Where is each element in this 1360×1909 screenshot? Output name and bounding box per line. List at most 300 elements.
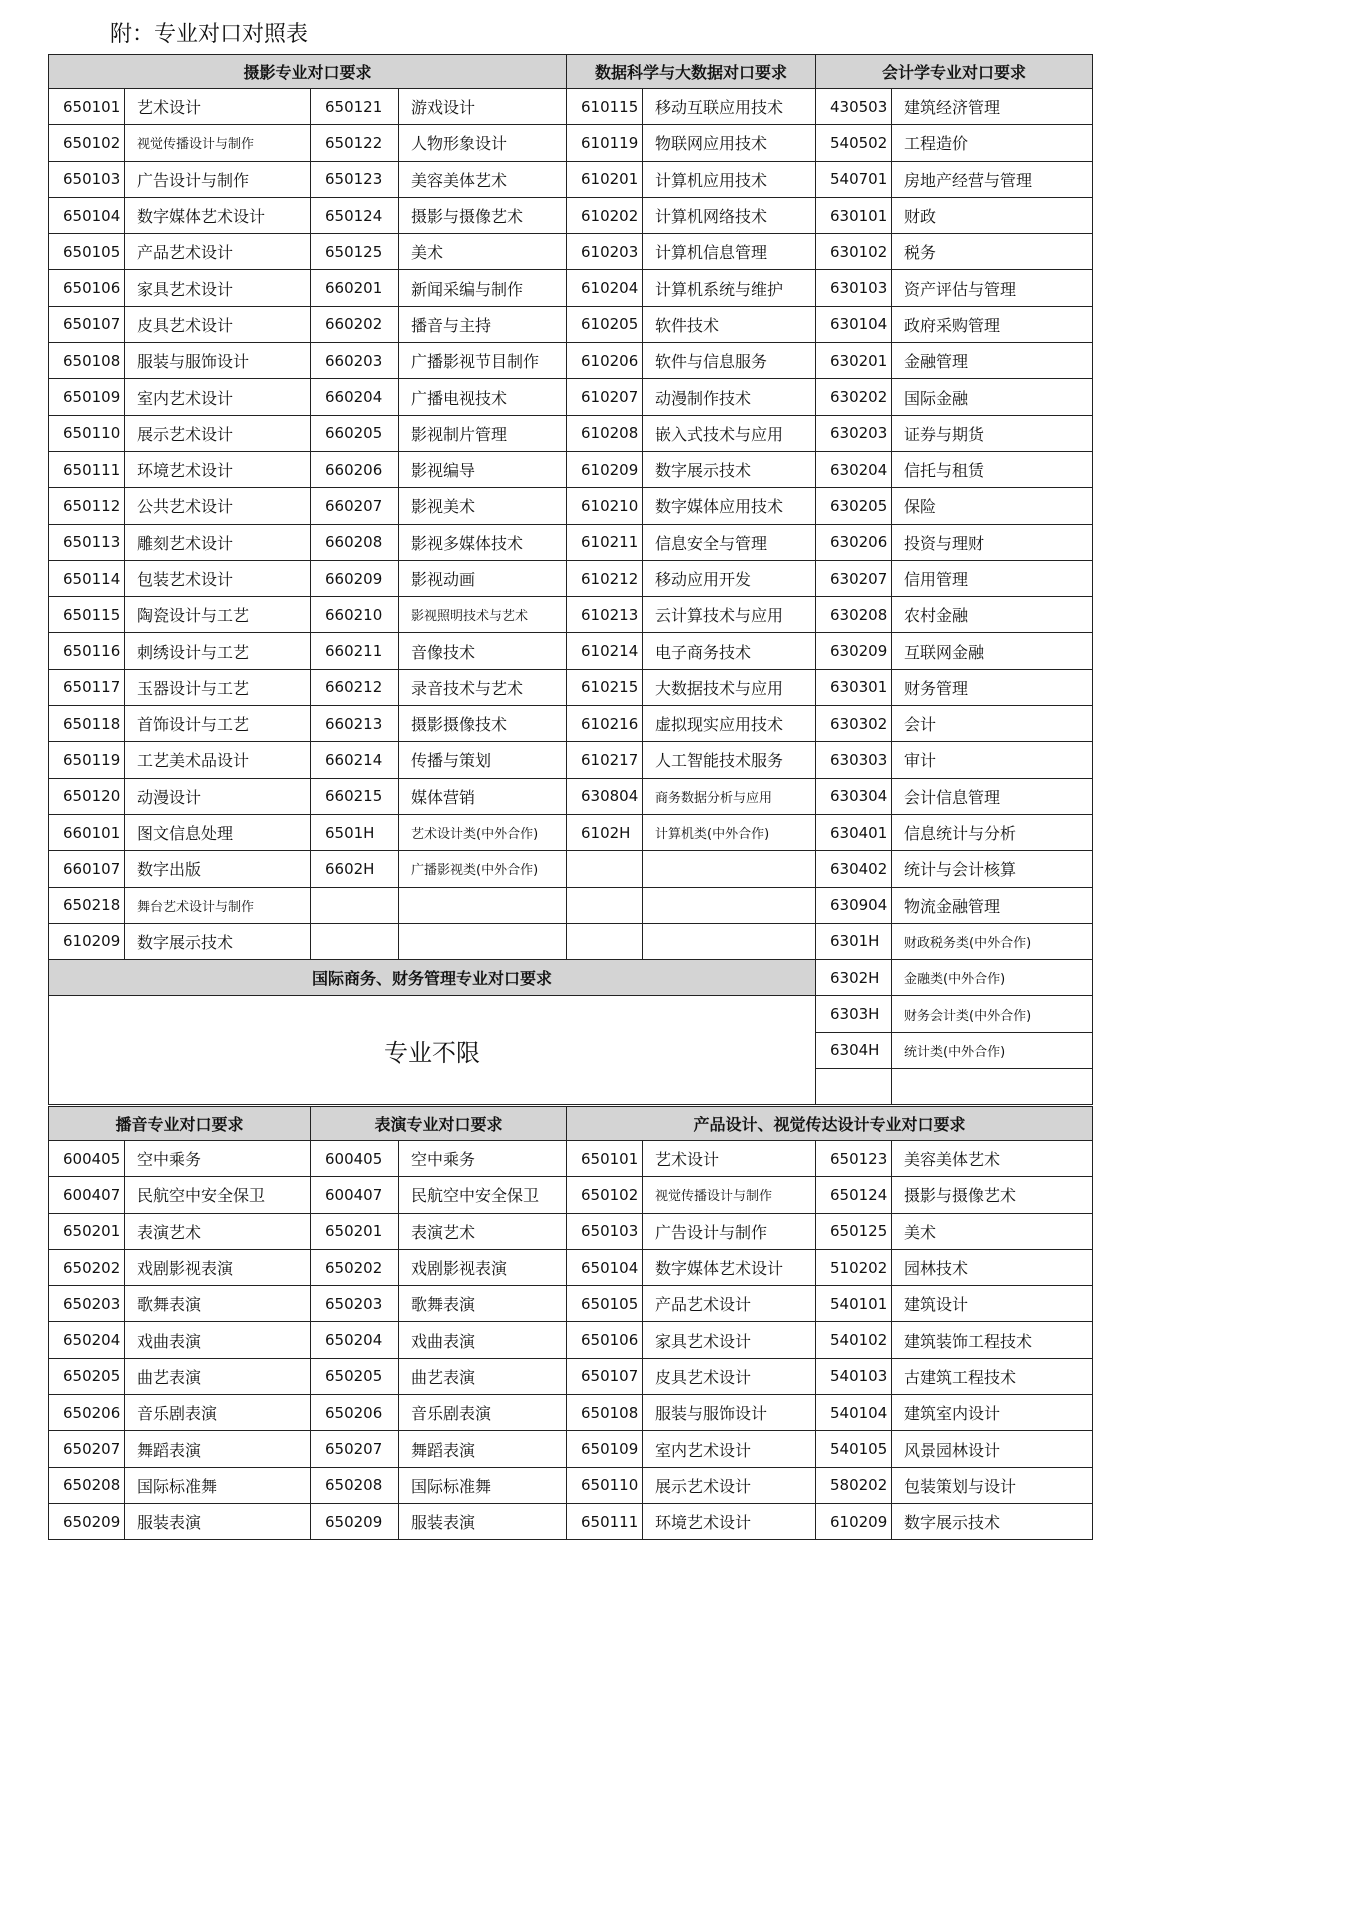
- section-header-performance: 表演专业对口要求: [311, 1107, 567, 1141]
- table-row: [49, 343, 1093, 379]
- table-row: [49, 1395, 1093, 1431]
- major-name-cell: 雕刻艺术设计: [125, 524, 311, 560]
- major-code-cell: 650120: [49, 778, 125, 814]
- major-name-cell: 计算机系统与维护: [643, 270, 816, 306]
- table-row: [49, 669, 1093, 705]
- major-code-cell: 650102: [567, 1177, 643, 1213]
- major-name-cell: 播音与主持: [399, 306, 567, 342]
- major-code-cell: 610209: [816, 1503, 892, 1539]
- major-code-cell: 650111: [49, 451, 125, 487]
- major-code-cell: 610202: [567, 197, 643, 233]
- section-header-photography: 摄影专业对口要求: [49, 55, 567, 89]
- major-code-cell: 650208: [49, 1467, 125, 1503]
- major-name-cell: 音乐剧表演: [125, 1395, 311, 1431]
- major-name-cell: 空中乘务: [125, 1141, 311, 1177]
- major-code-cell: 650201: [311, 1213, 399, 1249]
- major-name-cell: 摄影摄像技术: [399, 706, 567, 742]
- major-code-cell: 660202: [311, 306, 399, 342]
- major-name-cell: [399, 923, 567, 959]
- major-name-cell: [643, 851, 816, 887]
- major-code-cell: 6303H: [816, 996, 892, 1032]
- major-code-cell: 650105: [567, 1286, 643, 1322]
- major-name-cell: [399, 887, 567, 923]
- major-code-cell: 630201: [816, 343, 892, 379]
- major-name-cell: 游戏设计: [399, 89, 567, 125]
- section-header-broadcasting: 播音专业对口要求: [49, 1107, 311, 1141]
- major-name-cell: 大数据技术与应用: [643, 669, 816, 705]
- major-code-cell: 600405: [49, 1141, 125, 1177]
- major-name-cell: 电子商务技术: [643, 633, 816, 669]
- major-name-cell: 首饰设计与工艺: [125, 706, 311, 742]
- table-row: [49, 415, 1093, 451]
- major-code-cell: 650111: [567, 1503, 643, 1539]
- major-code-cell: 660213: [311, 706, 399, 742]
- major-name-cell: 影视编导: [399, 451, 567, 487]
- major-name-cell: 舞蹈表演: [399, 1431, 567, 1467]
- major-code-cell: 610208: [567, 415, 643, 451]
- major-name-cell: 曲艺表演: [125, 1358, 311, 1394]
- major-name-cell: [643, 923, 816, 959]
- major-code-cell: 610203: [567, 234, 643, 270]
- major-code-cell: 650115: [49, 597, 125, 633]
- major-code-cell: 6102H: [567, 814, 643, 850]
- major-code-cell: 660206: [311, 451, 399, 487]
- table-row: [49, 560, 1093, 596]
- major-code-cell: 6602H: [311, 851, 399, 887]
- major-name-cell: 新闻采编与制作: [399, 270, 567, 306]
- major-name-cell: 包装艺术设计: [125, 560, 311, 596]
- major-name-cell: 国际标准舞: [399, 1467, 567, 1503]
- major-name-cell: 产品艺术设计: [643, 1286, 816, 1322]
- major-code-cell: 610204: [567, 270, 643, 306]
- major-name-cell: 广播电视技术: [399, 379, 567, 415]
- major-name-cell: 室内艺术设计: [643, 1431, 816, 1467]
- major-name-cell: 资产评估与管理: [892, 270, 1093, 306]
- table-row: [49, 706, 1093, 742]
- major-name-cell: 税务: [892, 234, 1093, 270]
- major-name-cell: 工艺美术品设计: [125, 742, 311, 778]
- major-code-cell: 650202: [311, 1249, 399, 1285]
- major-name-cell: 建筑装饰工程技术: [892, 1322, 1093, 1358]
- major-code-cell: 630204: [816, 451, 892, 487]
- major-code-cell: 660215: [311, 778, 399, 814]
- major-name-cell: 数字展示技术: [892, 1503, 1093, 1539]
- table-row: [49, 524, 1093, 560]
- major-code-cell: 650114: [49, 560, 125, 596]
- section-header-data-science: 数据科学与大数据对口要求: [567, 55, 816, 89]
- major-code-cell: 650106: [49, 270, 125, 306]
- major-name-cell: 国际标准舞: [125, 1467, 311, 1503]
- major-code-cell: 6304H: [816, 1032, 892, 1068]
- major-code-cell: 630101: [816, 197, 892, 233]
- major-code-cell: 650207: [311, 1431, 399, 1467]
- major-code-cell: 630102: [816, 234, 892, 270]
- major-code-cell: 650107: [567, 1358, 643, 1394]
- major-name-cell: 包装策划与设计: [892, 1467, 1093, 1503]
- major-name-cell: 录音技术与艺术: [399, 669, 567, 705]
- major-name-cell: 舞台艺术设计与制作: [125, 887, 311, 923]
- major-code-cell: 630208: [816, 597, 892, 633]
- major-code-cell: 610119: [567, 125, 643, 161]
- major-code-cell: [816, 1069, 892, 1105]
- major-code-cell: 430503: [816, 89, 892, 125]
- major-name-cell: [892, 1069, 1093, 1105]
- major-name-cell: 风景园林设计: [892, 1431, 1093, 1467]
- section-header-product-visual-design: 产品设计、视觉传达设计专业对口要求: [567, 1107, 1093, 1141]
- unrestricted-text: 专业不限: [49, 996, 816, 1105]
- table-row: [49, 1431, 1093, 1467]
- major-code-cell: 650116: [49, 633, 125, 669]
- major-code-cell: 540104: [816, 1395, 892, 1431]
- section-header-intl-business: 国际商务、财务管理专业对口要求: [49, 960, 816, 996]
- major-name-cell: 物流金融管理: [892, 887, 1093, 923]
- major-code-cell: 650123: [816, 1141, 892, 1177]
- table-row: [49, 1322, 1093, 1358]
- major-code-cell: 610215: [567, 669, 643, 705]
- major-name-cell: 数字展示技术: [643, 451, 816, 487]
- major-name-cell: 数字媒体应用技术: [643, 488, 816, 524]
- major-code-cell: 650108: [567, 1395, 643, 1431]
- table-row: [49, 306, 1093, 342]
- major-name-cell: 摄影与摄像艺术: [892, 1177, 1093, 1213]
- major-code-cell: 650124: [816, 1177, 892, 1213]
- major-code-cell: 630401: [816, 814, 892, 850]
- major-name-cell: 保险: [892, 488, 1093, 524]
- major-code-cell: 610207: [567, 379, 643, 415]
- page-title: 附：专业对口对照表: [110, 22, 309, 47]
- major-code-cell: 660107: [49, 851, 125, 887]
- major-name-cell: 投资与理财: [892, 524, 1093, 560]
- major-code-cell: 580202: [816, 1467, 892, 1503]
- table-row: [49, 197, 1093, 233]
- major-name-cell: 影视多媒体技术: [399, 524, 567, 560]
- major-code-cell: 610217: [567, 742, 643, 778]
- major-code-cell: 650125: [816, 1213, 892, 1249]
- major-code-cell: 650123: [311, 161, 399, 197]
- major-code-cell: 650205: [311, 1358, 399, 1394]
- major-code-cell: 630303: [816, 742, 892, 778]
- major-name-cell: 财政: [892, 197, 1093, 233]
- major-name-cell: 商务数据分析与应用: [643, 778, 816, 814]
- major-code-cell: 540701: [816, 161, 892, 197]
- major-name-cell: 美术: [892, 1213, 1093, 1249]
- table-row: [49, 234, 1093, 270]
- major-code-cell: 630904: [816, 887, 892, 923]
- major-name-cell: 证券与期货: [892, 415, 1093, 451]
- major-name-cell: 室内艺术设计: [125, 379, 311, 415]
- top-mapping-table: [48, 54, 1093, 1105]
- major-name-cell: 服装与服饰设计: [125, 343, 311, 379]
- major-name-cell: 互联网金融: [892, 633, 1093, 669]
- major-name-cell: 云计算技术与应用: [643, 597, 816, 633]
- major-name-cell: 古建筑工程技术: [892, 1358, 1093, 1394]
- major-code-cell: 650119: [49, 742, 125, 778]
- major-code-cell: 630402: [816, 851, 892, 887]
- major-code-cell: 610201: [567, 161, 643, 197]
- major-name-cell: 信用管理: [892, 560, 1093, 596]
- major-code-cell: 610210: [567, 488, 643, 524]
- major-code-cell: 650103: [49, 161, 125, 197]
- major-name-cell: 虚拟现实应用技术: [643, 706, 816, 742]
- major-name-cell: 人工智能技术服务: [643, 742, 816, 778]
- major-name-cell: 会计: [892, 706, 1093, 742]
- major-name-cell: 计算机应用技术: [643, 161, 816, 197]
- major-code-cell: 660207: [311, 488, 399, 524]
- major-code-cell: 650205: [49, 1358, 125, 1394]
- major-code-cell: 660208: [311, 524, 399, 560]
- major-code-cell: 650208: [311, 1467, 399, 1503]
- major-code-cell: 600405: [311, 1141, 399, 1177]
- major-name-cell: 民航空中安全保卫: [125, 1177, 311, 1213]
- major-code-cell: 660211: [311, 633, 399, 669]
- major-name-cell: 计算机网络技术: [643, 197, 816, 233]
- major-name-cell: 影视美术: [399, 488, 567, 524]
- table-row: [49, 1358, 1093, 1394]
- bottom-mapping-table: [48, 1106, 1093, 1540]
- major-code-cell: 660212: [311, 669, 399, 705]
- major-name-cell: 戏剧影视表演: [399, 1249, 567, 1285]
- major-code-cell: 650109: [49, 379, 125, 415]
- major-name-cell: 影视照明技术与艺术: [399, 597, 567, 633]
- major-code-cell: 650209: [49, 1503, 125, 1539]
- major-code-cell: 610212: [567, 560, 643, 596]
- major-code-cell: 650104: [567, 1249, 643, 1285]
- major-name-cell: 软件技术: [643, 306, 816, 342]
- major-code-cell: 650113: [49, 524, 125, 560]
- major-code-cell: 660203: [311, 343, 399, 379]
- major-name-cell: 美术: [399, 234, 567, 270]
- major-code-cell: 650101: [567, 1141, 643, 1177]
- major-code-cell: 610211: [567, 524, 643, 560]
- table-row: [49, 270, 1093, 306]
- major-code-cell: 610209: [567, 451, 643, 487]
- major-code-cell: 510202: [816, 1249, 892, 1285]
- major-name-cell: 图文信息处理: [125, 814, 311, 850]
- major-code-cell: 650106: [567, 1322, 643, 1358]
- major-name-cell: 动漫制作技术: [643, 379, 816, 415]
- major-name-cell: 数字媒体艺术设计: [643, 1249, 816, 1285]
- major-name-cell: 金融类(中外合作): [892, 960, 1093, 996]
- major-name-cell: 摄影与摄像艺术: [399, 197, 567, 233]
- table-row: [49, 488, 1093, 524]
- table-row: [49, 1249, 1093, 1285]
- major-code-cell: 6501H: [311, 814, 399, 850]
- major-code-cell: 650104: [49, 197, 125, 233]
- major-name-cell: 展示艺术设计: [125, 415, 311, 451]
- major-name-cell: 音像技术: [399, 633, 567, 669]
- major-name-cell: 影视制片管理: [399, 415, 567, 451]
- major-code-cell: 650202: [49, 1249, 125, 1285]
- major-code-cell: 650110: [49, 415, 125, 451]
- major-name-cell: 数字展示技术: [125, 923, 311, 959]
- major-code-cell: 650209: [311, 1503, 399, 1539]
- major-name-cell: 农村金融: [892, 597, 1093, 633]
- major-code-cell: 650124: [311, 197, 399, 233]
- table-row: [49, 851, 1093, 887]
- table-row: [49, 742, 1093, 778]
- table-row: [49, 814, 1093, 850]
- major-code-cell: 650112: [49, 488, 125, 524]
- major-code-cell: 650125: [311, 234, 399, 270]
- major-name-cell: 物联网应用技术: [643, 125, 816, 161]
- major-code-cell: 650203: [49, 1286, 125, 1322]
- major-code-cell: 630203: [816, 415, 892, 451]
- major-code-cell: 660210: [311, 597, 399, 633]
- major-name-cell: 广播影视节目制作: [399, 343, 567, 379]
- major-code-cell: 630202: [816, 379, 892, 415]
- major-name-cell: 戏曲表演: [399, 1322, 567, 1358]
- major-code-cell: 660205: [311, 415, 399, 451]
- major-name-cell: 嵌入式技术与应用: [643, 415, 816, 451]
- major-name-cell: 服装表演: [399, 1503, 567, 1539]
- table-row: [49, 923, 1093, 959]
- major-name-cell: 建筑经济管理: [892, 89, 1093, 125]
- major-name-cell: 计算机信息管理: [643, 234, 816, 270]
- major-name-cell: 建筑室内设计: [892, 1395, 1093, 1431]
- major-code-cell: 650107: [49, 306, 125, 342]
- major-code-cell: 540102: [816, 1322, 892, 1358]
- major-name-cell: 审计: [892, 742, 1093, 778]
- major-name-cell: 国际金融: [892, 379, 1093, 415]
- major-name-cell: 陶瓷设计与工艺: [125, 597, 311, 633]
- major-code-cell: 600407: [49, 1177, 125, 1213]
- major-code-cell: 630103: [816, 270, 892, 306]
- major-name-cell: 工程造价: [892, 125, 1093, 161]
- major-code-cell: 660214: [311, 742, 399, 778]
- major-name-cell: 软件与信息服务: [643, 343, 816, 379]
- major-name-cell: 产品艺术设计: [125, 234, 311, 270]
- major-name-cell: 艺术设计: [125, 89, 311, 125]
- major-code-cell: 650206: [311, 1395, 399, 1431]
- major-code-cell: 650109: [567, 1431, 643, 1467]
- header-row: [49, 55, 1093, 89]
- major-name-cell: 广告设计与制作: [125, 161, 311, 197]
- table-row: [49, 887, 1093, 923]
- major-code-cell: 650108: [49, 343, 125, 379]
- table-row: [49, 89, 1093, 125]
- major-name-cell: 环境艺术设计: [643, 1503, 816, 1539]
- major-code-cell: 660101: [49, 814, 125, 850]
- major-code-cell: 650122: [311, 125, 399, 161]
- major-code-cell: 610206: [567, 343, 643, 379]
- major-name-cell: 数字出版: [125, 851, 311, 887]
- major-name-cell: 戏剧影视表演: [125, 1249, 311, 1285]
- major-code-cell: 630301: [816, 669, 892, 705]
- major-name-cell: 财务会计类(中外合作): [892, 996, 1093, 1032]
- major-code-cell: 630804: [567, 778, 643, 814]
- major-code-cell: 650110: [567, 1467, 643, 1503]
- table-row: [49, 1141, 1093, 1177]
- major-name-cell: 表演艺术: [125, 1213, 311, 1249]
- major-code-cell: 610205: [567, 306, 643, 342]
- major-code-cell: 540101: [816, 1286, 892, 1322]
- major-code-cell: 650206: [49, 1395, 125, 1431]
- major-name-cell: 传播与策划: [399, 742, 567, 778]
- major-code-cell: 650218: [49, 887, 125, 923]
- major-name-cell: 美容美体艺术: [399, 161, 567, 197]
- major-name-cell: 艺术设计: [643, 1141, 816, 1177]
- major-name-cell: 移动互联应用技术: [643, 89, 816, 125]
- major-name-cell: 表演艺术: [399, 1213, 567, 1249]
- major-code-cell: 650105: [49, 234, 125, 270]
- major-name-cell: 舞蹈表演: [125, 1431, 311, 1467]
- major-name-cell: 广告设计与制作: [643, 1213, 816, 1249]
- table-row: [49, 161, 1093, 197]
- major-name-cell: 家具艺术设计: [125, 270, 311, 306]
- major-name-cell: 统计与会计核算: [892, 851, 1093, 887]
- major-name-cell: 刺绣设计与工艺: [125, 633, 311, 669]
- major-code-cell: 540103: [816, 1358, 892, 1394]
- section-header-accounting: 会计学专业对口要求: [816, 55, 1093, 89]
- major-name-cell: 皮具艺术设计: [125, 306, 311, 342]
- major-name-cell: 环境艺术设计: [125, 451, 311, 487]
- major-code-cell: 650103: [567, 1213, 643, 1249]
- major-name-cell: 影视动画: [399, 560, 567, 596]
- major-name-cell: 曲艺表演: [399, 1358, 567, 1394]
- major-code-cell: 650118: [49, 706, 125, 742]
- table-row: [49, 451, 1093, 487]
- major-name-cell: 信托与租赁: [892, 451, 1093, 487]
- table-row: [49, 1213, 1093, 1249]
- major-code-cell: 630207: [816, 560, 892, 596]
- major-name-cell: 音乐剧表演: [399, 1395, 567, 1431]
- major-name-cell: 歌舞表演: [125, 1286, 311, 1322]
- major-name-cell: 会计信息管理: [892, 778, 1093, 814]
- major-code-cell: 650204: [49, 1322, 125, 1358]
- major-name-cell: [643, 887, 816, 923]
- table-row: [49, 1286, 1093, 1322]
- major-name-cell: 金融管理: [892, 343, 1093, 379]
- major-code-cell: [567, 923, 643, 959]
- major-code-cell: [311, 887, 399, 923]
- major-code-cell: 630104: [816, 306, 892, 342]
- major-name-cell: 展示艺术设计: [643, 1467, 816, 1503]
- major-name-cell: 戏曲表演: [125, 1322, 311, 1358]
- major-name-cell: 媒体营销: [399, 778, 567, 814]
- major-code-cell: 650117: [49, 669, 125, 705]
- major-code-cell: 610214: [567, 633, 643, 669]
- table-row: [49, 778, 1093, 814]
- major-code-cell: 650203: [311, 1286, 399, 1322]
- major-code-cell: 630304: [816, 778, 892, 814]
- major-code-cell: 650101: [49, 89, 125, 125]
- major-name-cell: 艺术设计类(中外合作): [399, 814, 567, 850]
- major-code-cell: 610209: [49, 923, 125, 959]
- major-code-cell: 650102: [49, 125, 125, 161]
- major-name-cell: 人物形象设计: [399, 125, 567, 161]
- major-code-cell: 630302: [816, 706, 892, 742]
- major-name-cell: 视觉传播设计与制作: [643, 1177, 816, 1213]
- major-code-cell: 660209: [311, 560, 399, 596]
- major-name-cell: 美容美体艺术: [892, 1141, 1093, 1177]
- major-name-cell: 动漫设计: [125, 778, 311, 814]
- major-code-cell: [567, 851, 643, 887]
- major-code-cell: 660201: [311, 270, 399, 306]
- major-name-cell: 视觉传播设计与制作: [125, 125, 311, 161]
- major-code-cell: 540105: [816, 1431, 892, 1467]
- major-name-cell: 民航空中安全保卫: [399, 1177, 567, 1213]
- major-name-cell: 家具艺术设计: [643, 1322, 816, 1358]
- major-name-cell: 信息统计与分析: [892, 814, 1093, 850]
- table-row: [49, 379, 1093, 415]
- major-code-cell: 630205: [816, 488, 892, 524]
- major-code-cell: 650121: [311, 89, 399, 125]
- major-code-cell: 540502: [816, 125, 892, 161]
- major-code-cell: 650204: [311, 1322, 399, 1358]
- major-name-cell: 服装与服饰设计: [643, 1395, 816, 1431]
- major-name-cell: 空中乘务: [399, 1141, 567, 1177]
- major-code-cell: 630209: [816, 633, 892, 669]
